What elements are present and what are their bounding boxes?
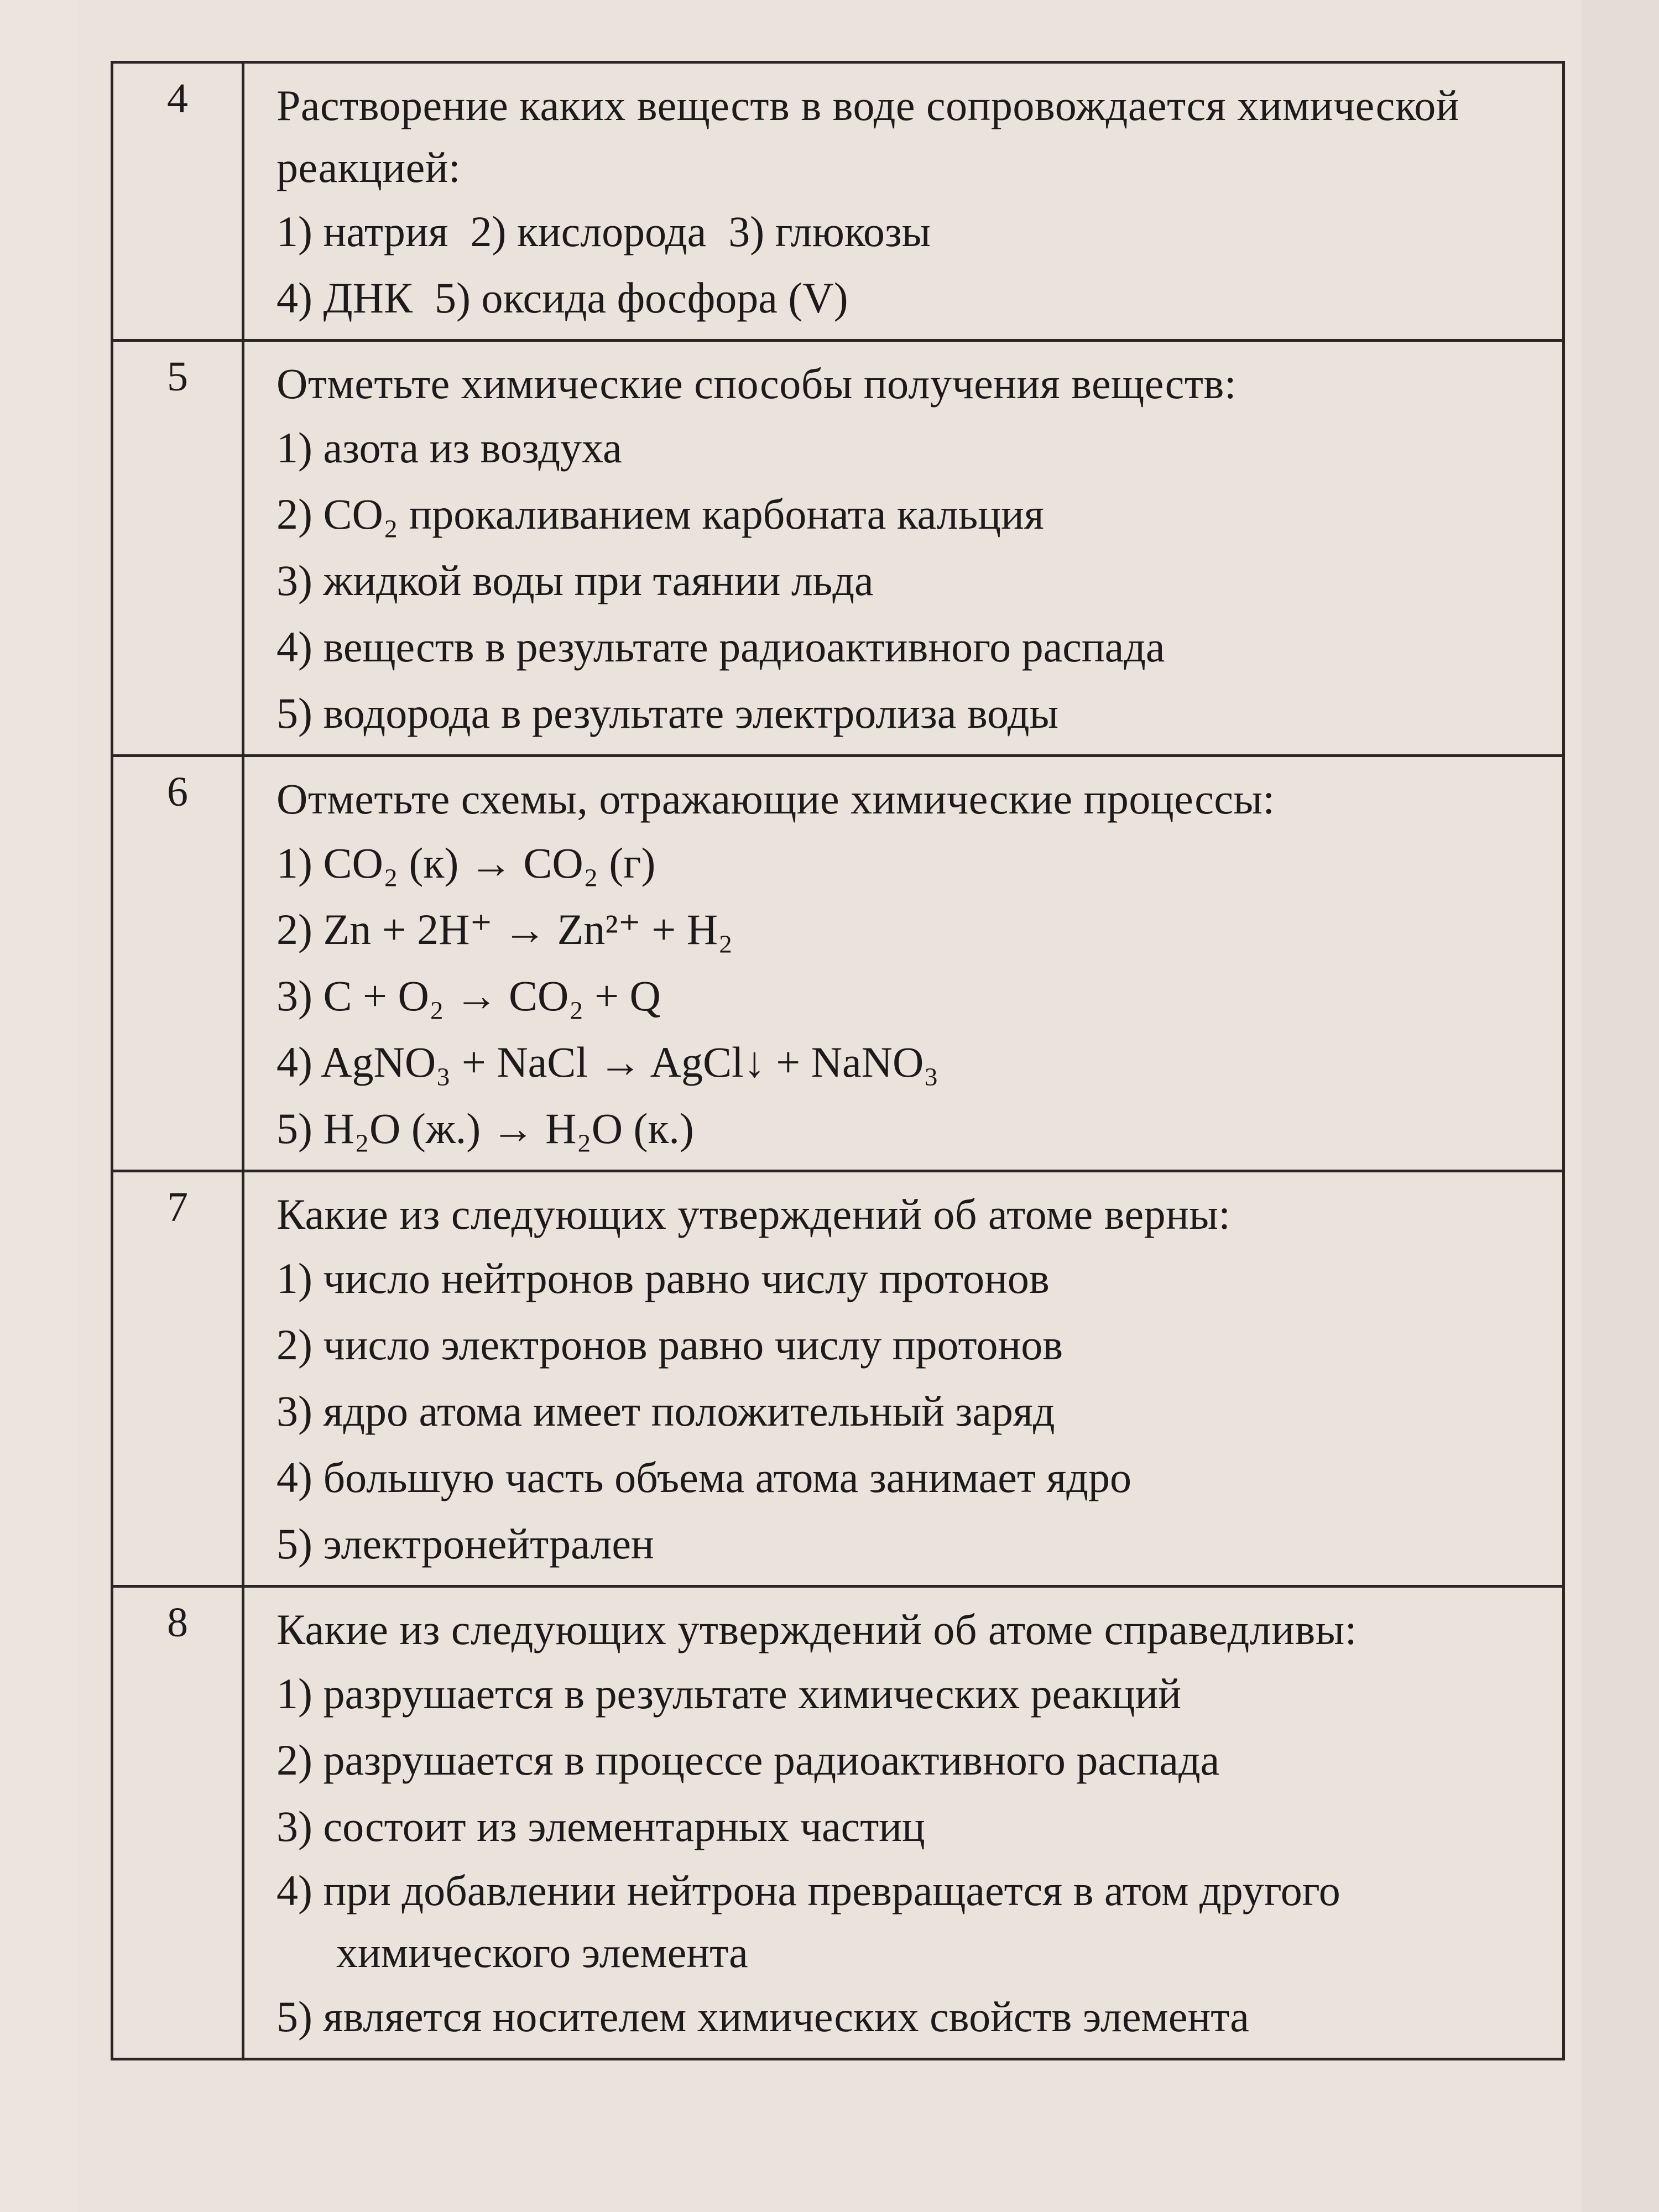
answer-option: 3) ядро атома имеет положительный заряд bbox=[276, 1387, 1055, 1435]
question-cell bbox=[243, 756, 1564, 1171]
question-text: Отметьте схемы, отражающие химические процессы: bbox=[276, 775, 1275, 823]
question-cell bbox=[243, 1171, 1564, 1587]
option-row bbox=[276, 265, 1546, 331]
question-cell bbox=[243, 1587, 1564, 2059]
question-cell bbox=[243, 341, 1564, 756]
answer-option: 4) при добавлении нейтрона превращается в атом другого химического элемента bbox=[276, 1866, 1340, 1976]
answer-option: 4) AgNO₃ + NaCl → AgCl↓ + NaNO₃ bbox=[276, 1038, 939, 1086]
page-margin-right bbox=[1582, 0, 1659, 2212]
question-row bbox=[112, 1171, 1564, 1587]
answer-option: 3) глюкозы bbox=[728, 207, 931, 255]
answer-option: 2) CO₂ прокаливанием карбоната кальция bbox=[276, 490, 1044, 538]
question-text: Какие из следующих утверждений об атоме справедливы: bbox=[276, 1605, 1357, 1653]
answer-option: 3) C + O₂ → CO₂ + Q bbox=[276, 972, 661, 1020]
question-text: Отметьте химические способы получения веществ: bbox=[276, 359, 1237, 408]
page-margin-left bbox=[0, 0, 77, 2212]
answer-option: 2) число электронов равно числу протонов bbox=[276, 1321, 1063, 1369]
answer-option: 1) число нейтронов равно числу протонов bbox=[276, 1254, 1050, 1302]
answer-option: 1) разрушается в результате химических реакций bbox=[276, 1670, 1181, 1718]
answer-option: 4) веществ в результате радиоактивного распада bbox=[276, 623, 1165, 671]
question-cell bbox=[243, 62, 1564, 341]
question-number: 7 bbox=[112, 1171, 243, 1587]
answer-option: 2) кислорода bbox=[470, 207, 707, 255]
question-number: 4 bbox=[112, 62, 243, 341]
answer-option: 4) ДНК bbox=[276, 274, 413, 322]
answer-option: 5) оксида фосфора (V) bbox=[435, 274, 848, 322]
answer-option: 3) состоит из элементарных частиц bbox=[276, 1802, 925, 1850]
question-number: 5 bbox=[112, 341, 243, 756]
answer-option: 5) является носителем химических свойств элемента bbox=[276, 1992, 1249, 2041]
answer-option: 5) H₂O (ж.) → H₂O (к.) bbox=[276, 1104, 694, 1152]
answer-option: 3) жидкой воды при таянии льда bbox=[276, 556, 874, 604]
answer-option: 1) CO₂ (к) → CO₂ (г) bbox=[276, 839, 656, 887]
answer-option: 2) разрушается в процессе радиоактивного распада bbox=[276, 1736, 1220, 1784]
question-row bbox=[112, 1587, 1564, 2059]
question-row bbox=[112, 756, 1564, 1171]
answer-option: 5) водорода в результате электролиза воды bbox=[276, 689, 1059, 737]
answer-option: 2) Zn + 2H⁺ → Zn²⁺ + H₂ bbox=[276, 905, 733, 953]
answer-option: 5) электронейтрален bbox=[276, 1520, 654, 1568]
question-text: Какие из следующих утверждений об атоме верны: bbox=[276, 1190, 1231, 1238]
question-number: 8 bbox=[112, 1587, 243, 2059]
questions-table bbox=[111, 61, 1565, 2060]
answer-option: 4) большую часть объема атома занимает ядро bbox=[276, 1453, 1131, 1501]
question-number: 6 bbox=[112, 756, 243, 1171]
question-row bbox=[112, 341, 1564, 756]
answer-option: 1) азота из воздуха bbox=[276, 424, 622, 472]
question-text: Растворение каких веществ в воде сопровождается химической реакцией: bbox=[276, 81, 1460, 191]
question-row bbox=[112, 62, 1564, 341]
option-row bbox=[276, 199, 1546, 265]
answer-option: 1) натрия bbox=[276, 207, 448, 255]
